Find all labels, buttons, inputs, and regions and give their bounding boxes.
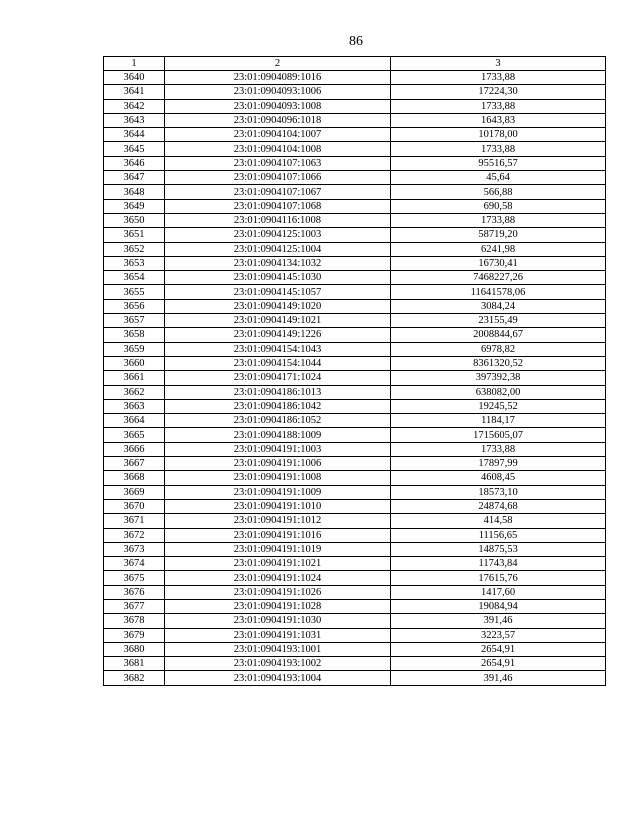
- cadastral-number-cell: 23:01:0904154:1043: [165, 342, 391, 356]
- value-cell: 391,46: [391, 614, 606, 628]
- row-number-cell: 3646: [104, 156, 165, 170]
- table-row: [104, 271, 606, 285]
- cadastral-number-cell: 23:01:0904191:1028: [165, 599, 391, 613]
- cadastral-number-cell: 23:01:0904116:1008: [165, 213, 391, 227]
- value-cell: 45,64: [391, 171, 606, 185]
- table-row: [104, 385, 606, 399]
- row-number-cell: 3682: [104, 671, 165, 685]
- table-row: [104, 614, 606, 628]
- value-cell: 10178,00: [391, 128, 606, 142]
- cadastral-number-cell: 23:01:0904149:1226: [165, 328, 391, 342]
- registry-table: [103, 56, 606, 686]
- value-cell: 17897,99: [391, 457, 606, 471]
- value-cell: 19084,94: [391, 599, 606, 613]
- value-cell: 1184,17: [391, 414, 606, 428]
- value-cell: 11156,65: [391, 528, 606, 542]
- row-number-cell: 3647: [104, 171, 165, 185]
- row-number-cell: 3664: [104, 414, 165, 428]
- cadastral-number-cell: 23:01:0904149:1021: [165, 314, 391, 328]
- table-row: [104, 328, 606, 342]
- page-number: 86: [349, 34, 363, 49]
- value-cell: 566,88: [391, 185, 606, 199]
- row-number-cell: 3677: [104, 599, 165, 613]
- row-number-cell: 3676: [104, 585, 165, 599]
- cadastral-number-cell: 23:01:0904093:1008: [165, 99, 391, 113]
- row-number-cell: 3643: [104, 113, 165, 127]
- table-row: [104, 356, 606, 370]
- table-row: [104, 485, 606, 499]
- table-row: [104, 499, 606, 513]
- value-cell: 1733,88: [391, 71, 606, 85]
- table-row: [104, 71, 606, 85]
- row-number-cell: 3659: [104, 342, 165, 356]
- value-cell: 397392,38: [391, 371, 606, 385]
- row-number-cell: 3663: [104, 399, 165, 413]
- column-header-1: 1: [104, 57, 165, 71]
- cadastral-number-cell: 23:01:0904188:1009: [165, 428, 391, 442]
- table-row: [104, 99, 606, 113]
- cadastral-number-cell: 23:01:0904191:1030: [165, 614, 391, 628]
- cadastral-number-cell: 23:01:0904125:1003: [165, 228, 391, 242]
- table-row: [104, 228, 606, 242]
- row-number-cell: 3656: [104, 299, 165, 313]
- row-number-cell: 3680: [104, 642, 165, 656]
- row-number-cell: 3662: [104, 385, 165, 399]
- value-cell: 1733,88: [391, 213, 606, 227]
- row-number-cell: 3650: [104, 213, 165, 227]
- value-cell: 1733,88: [391, 142, 606, 156]
- cadastral-number-cell: 23:01:0904107:1063: [165, 156, 391, 170]
- cadastral-number-cell: 23:01:0904145:1030: [165, 271, 391, 285]
- row-number-cell: 3658: [104, 328, 165, 342]
- row-number-cell: 3666: [104, 442, 165, 456]
- row-number-cell: 3670: [104, 499, 165, 513]
- row-number-cell: 3644: [104, 128, 165, 142]
- cadastral-number-cell: 23:01:0904191:1026: [165, 585, 391, 599]
- header-row: [104, 57, 606, 71]
- table-row: [104, 314, 606, 328]
- value-cell: 690,58: [391, 199, 606, 213]
- table-row: [104, 442, 606, 456]
- table-row: [104, 113, 606, 127]
- value-cell: 24874,68: [391, 499, 606, 513]
- value-cell: 58719,20: [391, 228, 606, 242]
- table-row: [104, 342, 606, 356]
- cadastral-number-cell: 23:01:0904191:1024: [165, 571, 391, 585]
- value-cell: 14875,53: [391, 542, 606, 556]
- cadastral-number-cell: 23:01:0904089:1016: [165, 71, 391, 85]
- value-cell: 7468227,26: [391, 271, 606, 285]
- row-number-cell: 3674: [104, 557, 165, 571]
- cadastral-number-cell: 23:01:0904191:1003: [165, 442, 391, 456]
- cadastral-number-cell: 23:01:0904104:1008: [165, 142, 391, 156]
- value-cell: 1733,88: [391, 99, 606, 113]
- cadastral-number-cell: 23:01:0904107:1067: [165, 185, 391, 199]
- row-number-cell: 3657: [104, 314, 165, 328]
- table-row: [104, 571, 606, 585]
- table-row: [104, 642, 606, 656]
- row-number-cell: 3653: [104, 256, 165, 270]
- row-number-cell: 3654: [104, 271, 165, 285]
- row-number-cell: 3641: [104, 85, 165, 99]
- row-number-cell: 3675: [104, 571, 165, 585]
- value-cell: 638082,00: [391, 385, 606, 399]
- table-row: [104, 414, 606, 428]
- cadastral-number-cell: 23:01:0904191:1016: [165, 528, 391, 542]
- cadastral-number-cell: 23:01:0904096:1018: [165, 113, 391, 127]
- cadastral-number-cell: 23:01:0904191:1031: [165, 628, 391, 642]
- cadastral-number-cell: 23:01:0904134:1032: [165, 256, 391, 270]
- table-row: [104, 285, 606, 299]
- table-row: [104, 399, 606, 413]
- value-cell: 18573,10: [391, 485, 606, 499]
- cadastral-number-cell: 23:01:0904149:1020: [165, 299, 391, 313]
- cadastral-number-cell: 23:01:0904104:1007: [165, 128, 391, 142]
- row-number-cell: 3645: [104, 142, 165, 156]
- row-number-cell: 3669: [104, 485, 165, 499]
- value-cell: 1715605,07: [391, 428, 606, 442]
- row-number-cell: 3640: [104, 71, 165, 85]
- table-row: [104, 457, 606, 471]
- value-cell: 17615,76: [391, 571, 606, 585]
- table-row: [104, 142, 606, 156]
- table-row: [104, 557, 606, 571]
- cadastral-number-cell: 23:01:0904154:1044: [165, 356, 391, 370]
- table-row: [104, 471, 606, 485]
- row-number-cell: 3661: [104, 371, 165, 385]
- cadastral-number-cell: 23:01:0904191:1021: [165, 557, 391, 571]
- cadastral-number-cell: 23:01:0904193:1002: [165, 657, 391, 671]
- table-row: [104, 585, 606, 599]
- value-cell: 391,46: [391, 671, 606, 685]
- row-number-cell: 3667: [104, 457, 165, 471]
- table-body: [104, 71, 606, 686]
- cadastral-number-cell: 23:01:0904186:1013: [165, 385, 391, 399]
- value-cell: 3084,24: [391, 299, 606, 313]
- value-cell: 11743,84: [391, 557, 606, 571]
- value-cell: 8361320,52: [391, 356, 606, 370]
- row-number-cell: 3652: [104, 242, 165, 256]
- value-cell: 6978,82: [391, 342, 606, 356]
- row-number-cell: 3668: [104, 471, 165, 485]
- value-cell: 19245,52: [391, 399, 606, 413]
- table-row: [104, 185, 606, 199]
- cadastral-number-cell: 23:01:0904193:1004: [165, 671, 391, 685]
- cadastral-number-cell: 23:01:0904193:1001: [165, 642, 391, 656]
- column-header-2: 2: [165, 57, 391, 71]
- cadastral-number-cell: 23:01:0904191:1012: [165, 514, 391, 528]
- value-cell: 1417,60: [391, 585, 606, 599]
- row-number-cell: 3642: [104, 99, 165, 113]
- cadastral-number-cell: 23:01:0904191:1010: [165, 499, 391, 513]
- row-number-cell: 3673: [104, 542, 165, 556]
- value-cell: 6241,98: [391, 242, 606, 256]
- cadastral-number-cell: 23:01:0904186:1052: [165, 414, 391, 428]
- cadastral-number-cell: 23:01:0904107:1066: [165, 171, 391, 185]
- table-row: [104, 299, 606, 313]
- table-row: [104, 371, 606, 385]
- row-number-cell: 3671: [104, 514, 165, 528]
- table-row: [104, 199, 606, 213]
- cadastral-number-cell: 23:01:0904191:1008: [165, 471, 391, 485]
- table-row: [104, 85, 606, 99]
- table-row: [104, 128, 606, 142]
- value-cell: 95516,57: [391, 156, 606, 170]
- cadastral-number-cell: 23:01:0904191:1006: [165, 457, 391, 471]
- table-row: [104, 628, 606, 642]
- row-number-cell: 3649: [104, 199, 165, 213]
- value-cell: 1733,88: [391, 442, 606, 456]
- cadastral-number-cell: 23:01:0904125:1004: [165, 242, 391, 256]
- value-cell: 414,58: [391, 514, 606, 528]
- value-cell: 1643,83: [391, 113, 606, 127]
- value-cell: 2654,91: [391, 642, 606, 656]
- table-row: [104, 256, 606, 270]
- table-row: [104, 599, 606, 613]
- cadastral-number-cell: 23:01:0904191:1009: [165, 485, 391, 499]
- table-row: [104, 671, 606, 685]
- value-cell: 16730,41: [391, 256, 606, 270]
- row-number-cell: 3648: [104, 185, 165, 199]
- value-cell: 2008844,67: [391, 328, 606, 342]
- cadastral-number-cell: 23:01:0904107:1068: [165, 199, 391, 213]
- table-row: [104, 514, 606, 528]
- table-row: [104, 428, 606, 442]
- cadastral-number-cell: 23:01:0904093:1006: [165, 85, 391, 99]
- column-header-3: 3: [391, 57, 606, 71]
- value-cell: 17224,30: [391, 85, 606, 99]
- value-cell: 11641578,06: [391, 285, 606, 299]
- value-cell: 23155,49: [391, 314, 606, 328]
- value-cell: 2654,91: [391, 657, 606, 671]
- table-row: [104, 213, 606, 227]
- cadastral-number-cell: 23:01:0904145:1057: [165, 285, 391, 299]
- table-row: [104, 171, 606, 185]
- table-header: [104, 57, 606, 71]
- cadastral-number-cell: 23:01:0904186:1042: [165, 399, 391, 413]
- row-number-cell: 3678: [104, 614, 165, 628]
- table-row: [104, 242, 606, 256]
- table-row: [104, 528, 606, 542]
- row-number-cell: 3679: [104, 628, 165, 642]
- row-number-cell: 3655: [104, 285, 165, 299]
- value-cell: 4608,45: [391, 471, 606, 485]
- row-number-cell: 3672: [104, 528, 165, 542]
- row-number-cell: 3665: [104, 428, 165, 442]
- row-number-cell: 3651: [104, 228, 165, 242]
- value-cell: 3223,57: [391, 628, 606, 642]
- table-row: [104, 542, 606, 556]
- table-row: [104, 156, 606, 170]
- row-number-cell: 3660: [104, 356, 165, 370]
- cadastral-number-cell: 23:01:0904171:1024: [165, 371, 391, 385]
- cadastral-number-cell: 23:01:0904191:1019: [165, 542, 391, 556]
- row-number-cell: 3681: [104, 657, 165, 671]
- table-row: [104, 657, 606, 671]
